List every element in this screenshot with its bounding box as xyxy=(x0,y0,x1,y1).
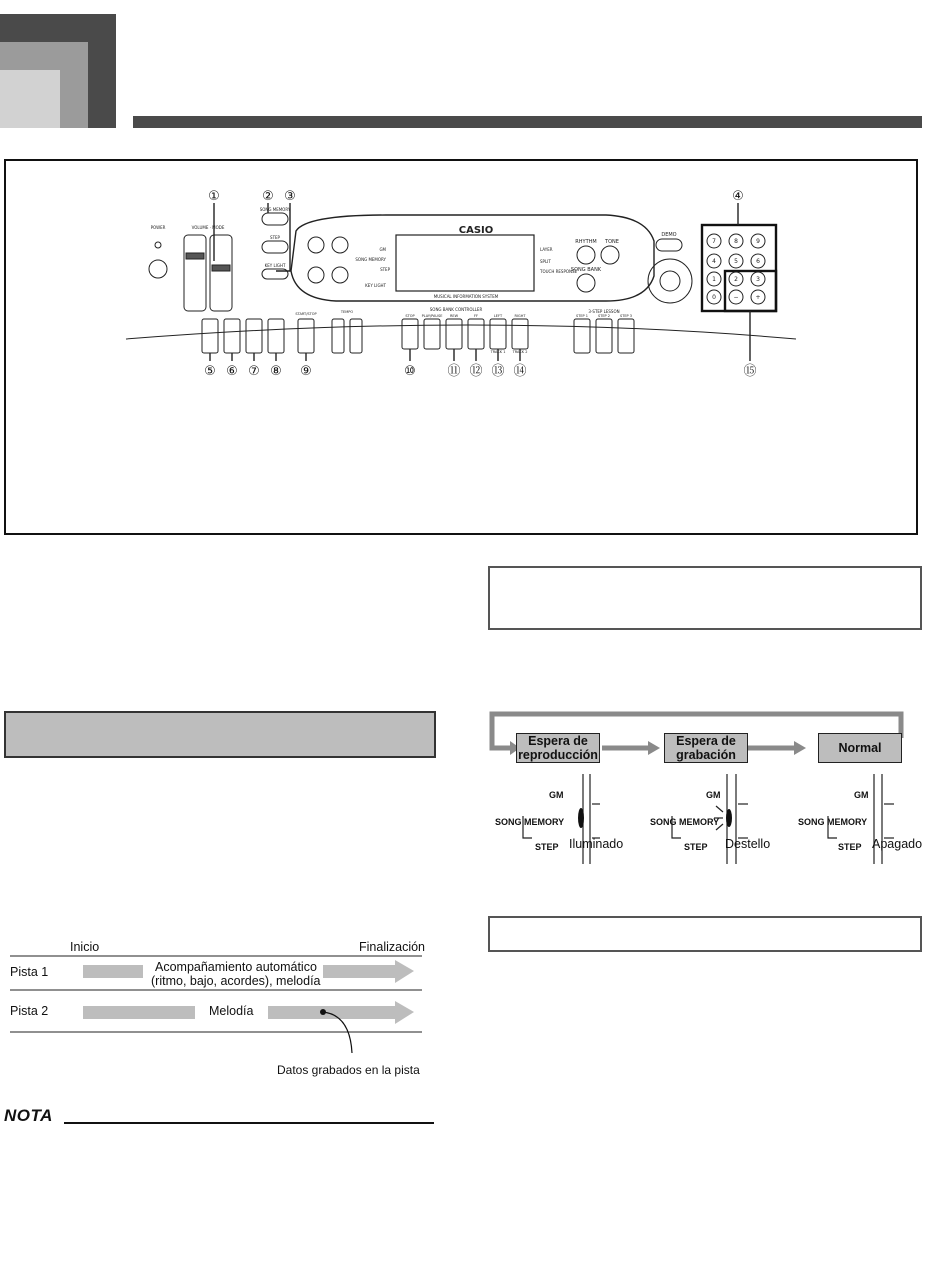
indicator-off: Apagado xyxy=(872,837,923,851)
svg-text:LEFT: LEFT xyxy=(493,314,503,318)
svg-text:6: 6 xyxy=(756,258,760,265)
svg-text:TEMPO: TEMPO xyxy=(340,310,354,314)
svg-text:TRACK 2: TRACK 2 xyxy=(512,350,528,354)
svg-text:PLAY/PAUSE: PLAY/PAUSE xyxy=(421,314,443,318)
callout-5: ⑤ xyxy=(204,364,216,379)
svg-text:LAYER: LAYER xyxy=(540,247,553,252)
track-start-label: Inicio xyxy=(70,940,100,954)
svg-text:STEP 3: STEP 3 xyxy=(619,314,633,318)
callout-4: ④ xyxy=(732,189,744,204)
svg-text:8: 8 xyxy=(734,238,738,245)
svg-text:RIGHT: RIGHT xyxy=(514,314,526,318)
svg-text:STEP: STEP xyxy=(270,235,280,240)
svg-text:STEP 2: STEP 2 xyxy=(597,314,611,318)
label-gm-2: GM xyxy=(706,790,721,800)
note-rule xyxy=(64,1122,434,1124)
svg-text:0: 0 xyxy=(712,294,716,301)
callout-11: ⑪ xyxy=(447,364,461,379)
callout-1: ① xyxy=(208,189,220,204)
callout-8: ⑧ xyxy=(270,364,282,379)
label-gm-1: GM xyxy=(549,790,564,800)
svg-text:−: − xyxy=(733,294,739,301)
svg-text:KEY LIGHT: KEY LIGHT xyxy=(365,283,386,288)
svg-text:1: 1 xyxy=(712,276,716,283)
track-1-content-line2: (ritmo, bajo, acordes), melodía xyxy=(151,974,321,988)
header-bar xyxy=(133,116,922,128)
svg-text:START/STOP: START/STOP xyxy=(295,312,317,316)
callout-6: ⑥ xyxy=(226,364,238,379)
svg-text:5: 5 xyxy=(734,258,738,265)
track-1-name: Pista 1 xyxy=(10,965,49,979)
track-2-name: Pista 2 xyxy=(10,1004,49,1018)
label-song-memory-1: SONG MEMORY xyxy=(495,817,565,827)
svg-text:REW: REW xyxy=(449,314,459,318)
label-step-2: STEP xyxy=(684,842,708,852)
svg-text:SPLIT: SPLIT xyxy=(540,259,551,264)
callout-14: ⑭ xyxy=(513,364,527,379)
track-annotation: Datos grabados en la pista xyxy=(277,1063,420,1077)
label-gm-3: GM xyxy=(854,790,869,800)
label-step-1: STEP xyxy=(535,842,559,852)
svg-text:KEY LIGHT: KEY LIGHT xyxy=(264,263,286,268)
track-2-content: Melodía xyxy=(209,1004,254,1018)
label-step-3: STEP xyxy=(838,842,862,852)
svg-text:3-STEP LESSON: 3-STEP LESSON xyxy=(588,309,620,314)
svg-text:STEP 1: STEP 1 xyxy=(575,314,589,318)
casio-logo: CASIO xyxy=(458,225,494,236)
right-info-box-bottom xyxy=(488,916,922,952)
svg-text:2: 2 xyxy=(734,276,738,283)
svg-text:STOP: STOP xyxy=(405,314,415,318)
callout-2: ② xyxy=(262,189,274,204)
svg-text:+: + xyxy=(755,294,761,301)
svg-text:9: 9 xyxy=(756,238,760,245)
callout-13: ⑬ xyxy=(491,364,505,379)
svg-text:MUSICAL INFORMATION SYSTEM: MUSICAL INFORMATION SYSTEM xyxy=(433,294,499,299)
callout-7: ⑦ xyxy=(248,364,260,379)
svg-text:3: 3 xyxy=(756,276,760,283)
svg-text:POWER: POWER xyxy=(150,225,166,230)
indicator-flashing: Destello xyxy=(725,837,771,851)
callout-10: ⑩ xyxy=(404,364,416,379)
svg-text:STEP: STEP xyxy=(380,267,390,272)
svg-text:7: 7 xyxy=(712,238,716,245)
svg-text:GM: GM xyxy=(379,247,386,252)
state-record-standby: Espera de grabación xyxy=(664,733,748,763)
label-song-memory-2: SONG MEMORY xyxy=(650,817,720,827)
svg-text:TONE: TONE xyxy=(605,239,619,245)
svg-text:SONG MEMORY: SONG MEMORY xyxy=(259,207,291,212)
callout-9: ⑨ xyxy=(300,364,312,379)
state-normal: Normal xyxy=(818,733,902,763)
label-song-memory-3: SONG MEMORY xyxy=(798,817,868,827)
callout-3: ③ xyxy=(284,189,296,204)
svg-text:TRACK 1: TRACK 1 xyxy=(490,350,506,354)
svg-text:VOLUME · MODE: VOLUME · MODE xyxy=(191,225,225,230)
svg-text:FF: FF xyxy=(473,314,479,318)
note-heading: NOTA xyxy=(4,1106,53,1125)
indicator-lit: Iluminado xyxy=(569,837,624,851)
svg-text:4: 4 xyxy=(712,258,716,265)
callout-15: ⑮ xyxy=(743,364,757,379)
keyboard-panel-illustration xyxy=(6,161,916,533)
svg-text:SONG BANK: SONG BANK xyxy=(570,267,602,273)
svg-text:TOUCH RESPONSE: TOUCH RESPONSE xyxy=(540,269,578,274)
svg-text:SONG MEMORY: SONG MEMORY xyxy=(355,257,386,262)
svg-text:RHYTHM: RHYTHM xyxy=(575,239,597,245)
callout-12: ⑫ xyxy=(469,364,483,379)
svg-text:SONG BANK CONTROLLER: SONG BANK CONTROLLER xyxy=(429,307,483,312)
header-square-light xyxy=(0,70,60,128)
state-playback-standby: Espera de reproducción xyxy=(516,733,600,763)
track-end-label: Finalización xyxy=(359,940,426,954)
svg-text:DEMO: DEMO xyxy=(661,232,677,238)
left-section-heading-box xyxy=(4,711,436,758)
track-1-content-line1: Acompañamiento automático xyxy=(155,960,317,974)
right-info-box-top xyxy=(488,566,922,630)
